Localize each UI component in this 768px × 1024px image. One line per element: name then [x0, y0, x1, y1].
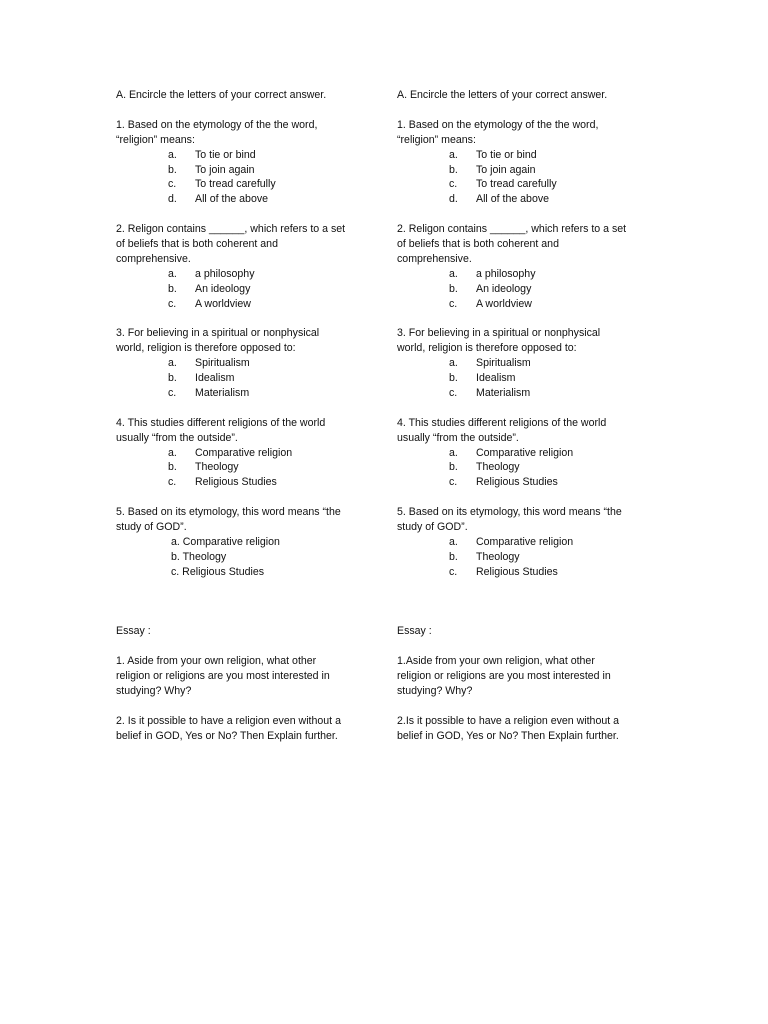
- option-letter: b.: [449, 372, 458, 385]
- option-c[interactable]: [397, 297, 659, 312]
- option-text: Theology: [476, 461, 520, 474]
- option-c[interactable]: [116, 177, 378, 192]
- option-b[interactable]: [116, 163, 378, 178]
- option-text: Idealism: [195, 372, 235, 385]
- option-text: A worldview: [476, 297, 532, 310]
- option-letter: c.: [168, 476, 177, 489]
- option-text: All of the above: [195, 193, 269, 206]
- option-text: Comparative religion: [476, 535, 574, 548]
- option-text: Theology: [195, 461, 239, 474]
- option-text: a philosophy: [476, 267, 536, 280]
- question-text: 5. Based on its etymology, this word means “the: [397, 506, 622, 519]
- option-text: To tread carefully: [476, 178, 557, 191]
- question-text: of beliefs that is both coherent and: [397, 237, 559, 250]
- essay-text: studying? Why?: [397, 684, 473, 697]
- option-text: Religious Studies: [476, 476, 558, 489]
- essay-section: [397, 624, 659, 743]
- option-text: To join again: [195, 163, 255, 176]
- option-c[interactable]: [116, 297, 378, 312]
- option-letter: c.: [449, 178, 458, 191]
- quiz-column-right: [397, 88, 659, 743]
- question-5: [397, 505, 659, 579]
- option-letter: c.: [449, 565, 458, 578]
- option-c[interactable]: [397, 475, 659, 490]
- option-letter: a.: [449, 267, 458, 280]
- option-letter: c.: [449, 386, 458, 399]
- option-letter: c.: [449, 476, 458, 489]
- option-a[interactable]: a. Comparative religion: [171, 535, 280, 548]
- essay-text: belief in GOD, Yes or No? Then Explain further.: [397, 729, 619, 742]
- essay-question-1: [116, 654, 378, 699]
- option-letter: b.: [168, 163, 177, 176]
- option-c[interactable]: [397, 177, 659, 192]
- option-a[interactable]: [116, 446, 378, 461]
- essay-text: 1. Aside from your own religion, what other: [116, 655, 317, 668]
- question-4: [397, 416, 659, 490]
- question-text: 3. For believing in a spiritual or nonphysical: [397, 327, 601, 340]
- question-text: study of GOD”.: [116, 521, 187, 533]
- question-text: usually “from the outside”.: [116, 431, 238, 444]
- option-text: Spiritualism: [476, 357, 531, 370]
- question-text: comprehensive.: [397, 252, 472, 265]
- option-letter: b.: [168, 372, 177, 385]
- option-letter: a.: [168, 267, 177, 280]
- option-b[interactable]: [397, 282, 659, 297]
- option-a[interactable]: [397, 446, 659, 461]
- essay-question-1: [397, 654, 659, 699]
- option-b[interactable]: [116, 371, 378, 386]
- option-text: Materialism: [476, 386, 531, 399]
- essay-question-2: [397, 714, 659, 744]
- question-3: [397, 326, 659, 400]
- question-5: [116, 505, 378, 580]
- option-text: Idealism: [476, 372, 516, 385]
- option-letter: a.: [449, 446, 458, 459]
- option-b[interactable]: [116, 460, 378, 475]
- option-letter: a.: [449, 148, 458, 161]
- essay-text: religion or religions are you most interested in: [397, 669, 611, 682]
- option-a[interactable]: [397, 356, 659, 371]
- question-4: [116, 416, 378, 490]
- instruction: A. Encircle the letters of your correct answer.: [116, 89, 327, 101]
- question-3: [116, 326, 378, 400]
- option-letter: a.: [449, 357, 458, 370]
- option-b[interactable]: [397, 460, 659, 475]
- question-text: 1. Based on the etymology of the the word,: [397, 118, 599, 131]
- option-text: Materialism: [195, 386, 250, 399]
- option-letter: c.: [168, 386, 177, 399]
- option-text: To tread carefully: [195, 178, 276, 191]
- option-letter: d.: [168, 193, 177, 206]
- question-text: comprehensive.: [116, 252, 191, 265]
- question-text: 2. Religon contains ______, which refers to a set: [116, 223, 346, 236]
- option-c[interactable]: [116, 386, 378, 401]
- question-text: 2. Religon contains ______, which refers to a set: [397, 223, 627, 236]
- option-letter: b.: [449, 550, 458, 563]
- question-text: “religion” means:: [116, 133, 195, 146]
- option-a[interactable]: [116, 267, 378, 282]
- question-text: 4. This studies different religions of the world: [397, 416, 607, 429]
- option-text: An ideology: [476, 282, 532, 295]
- option-letter: b.: [449, 282, 458, 295]
- option-text: a philosophy: [195, 267, 255, 280]
- essay-text: 2. Is it possible to have a religion even without a: [116, 714, 341, 727]
- option-text: An ideology: [195, 282, 251, 295]
- option-d[interactable]: [397, 192, 659, 207]
- essay-title: Essay :: [116, 625, 151, 638]
- option-letter: c.: [168, 178, 177, 191]
- option-a[interactable]: [397, 535, 659, 550]
- option-text: Spiritualism: [195, 357, 250, 370]
- option-letter: c.: [168, 297, 177, 310]
- option-d[interactable]: [116, 192, 378, 207]
- essay-text: belief in GOD, Yes or No? Then Explain further.: [116, 729, 338, 742]
- question-text: of beliefs that is both coherent and: [116, 237, 278, 250]
- option-text: Comparative religion: [476, 446, 574, 459]
- essay-text: religion or religions are you most interested in: [116, 670, 330, 683]
- essay-section: [116, 624, 378, 743]
- option-text: To tie or bind: [195, 148, 256, 161]
- option-a[interactable]: [116, 356, 378, 371]
- option-a[interactable]: [397, 148, 659, 163]
- option-b[interactable]: [397, 163, 659, 178]
- option-text: Religious Studies: [476, 565, 558, 578]
- question-1: [397, 118, 659, 207]
- option-b[interactable]: [397, 550, 659, 565]
- option-letter: a.: [168, 446, 177, 459]
- option-text: A worldview: [195, 297, 251, 310]
- question-text: 3. For believing in a spiritual or nonphysical: [116, 327, 320, 340]
- option-letter: a.: [449, 535, 458, 548]
- question-2: [397, 222, 659, 311]
- question-text: 5. Based on its etymology, this word means “the: [116, 506, 341, 519]
- question-text: world, religion is therefore opposed to:: [116, 342, 296, 355]
- option-b[interactable]: [116, 282, 378, 297]
- option-letter: c.: [449, 297, 458, 310]
- option-c[interactable]: [397, 565, 659, 580]
- question-text: usually “from the outside”.: [397, 431, 519, 444]
- option-text: To tie or bind: [476, 148, 537, 161]
- option-letter: b.: [449, 163, 458, 176]
- option-c[interactable]: c. Religious Studies: [171, 565, 265, 578]
- option-c[interactable]: [116, 475, 378, 490]
- question-text: study of GOD”.: [397, 521, 468, 533]
- option-letter: b.: [449, 461, 458, 474]
- essay-text: studying? Why?: [116, 684, 192, 697]
- option-b[interactable]: [397, 371, 659, 386]
- option-text: Comparative religion: [195, 446, 293, 459]
- question-text: “religion” means:: [397, 133, 476, 146]
- option-a[interactable]: [116, 148, 378, 163]
- option-letter: a.: [168, 148, 177, 161]
- option-text: Religious Studies: [195, 476, 277, 489]
- option-text: To join again: [476, 163, 536, 176]
- essay-question-2: [116, 714, 378, 744]
- option-letter: d.: [449, 193, 458, 206]
- question-1: [116, 118, 378, 207]
- option-letter: a.: [168, 357, 177, 370]
- essay-text: 2.Is it possible to have a religion even without a: [397, 714, 620, 727]
- instruction: A. Encircle the letters of your correct answer.: [397, 89, 608, 101]
- quiz-column-left: [116, 88, 378, 744]
- question-2: [116, 222, 378, 311]
- option-text: Theology: [476, 550, 520, 563]
- essay-title: Essay :: [397, 625, 432, 638]
- question-text: 4. This studies different religions of the world: [116, 416, 326, 429]
- question-text: world, religion is therefore opposed to:: [397, 342, 577, 355]
- option-b[interactable]: b. Theology: [171, 550, 227, 563]
- essay-text: 1.Aside from your own religion, what other: [397, 655, 595, 668]
- option-letter: b.: [168, 282, 177, 295]
- question-text: 1. Based on the etymology of the the word,: [116, 118, 318, 131]
- option-text: All of the above: [476, 193, 550, 206]
- option-c[interactable]: [397, 386, 659, 401]
- option-a[interactable]: [397, 267, 659, 282]
- option-letter: b.: [168, 461, 177, 474]
